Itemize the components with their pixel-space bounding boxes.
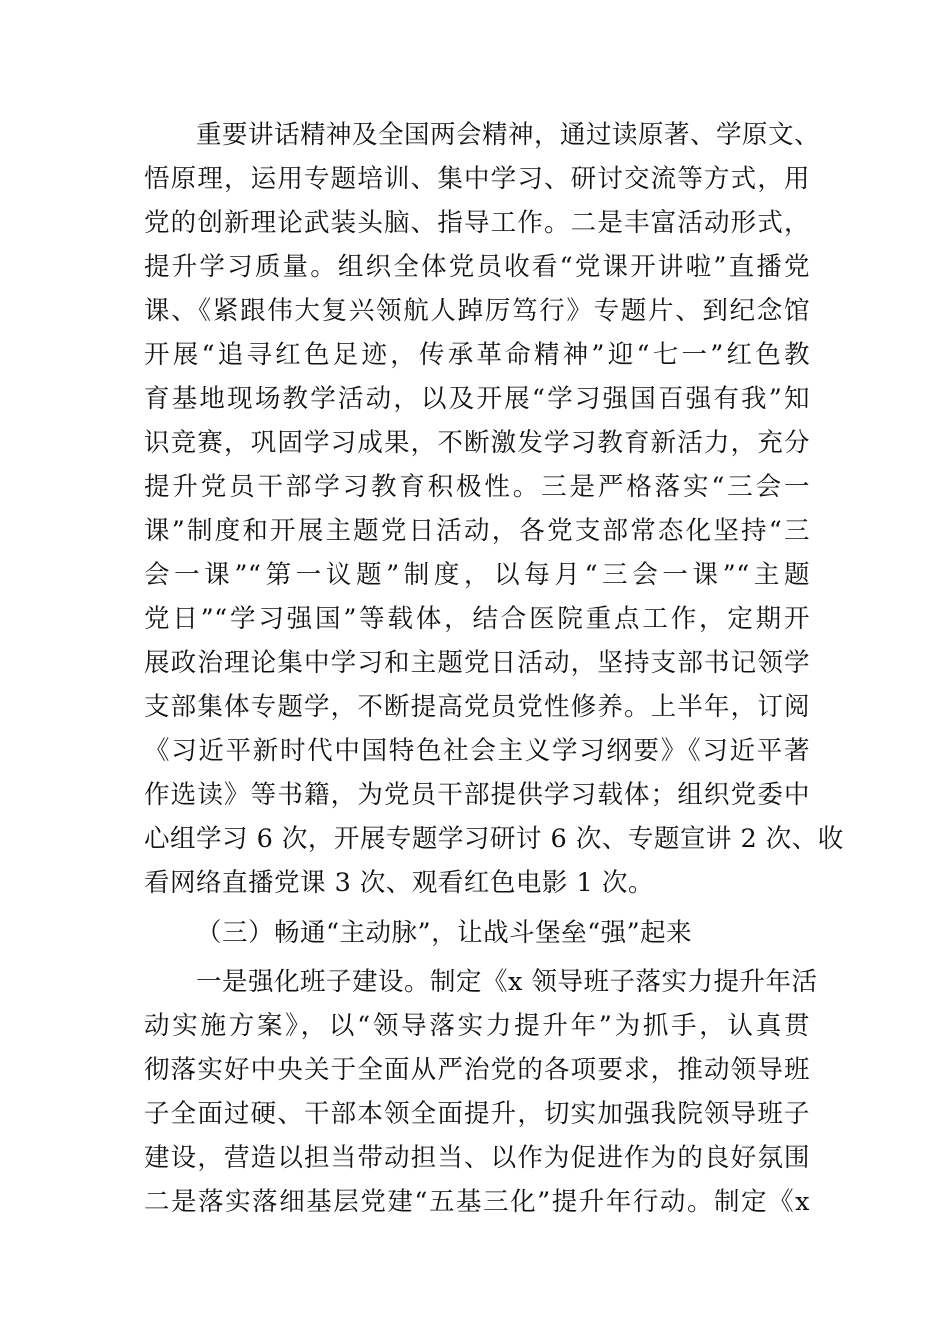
paragraph-line: 二是落实落细基层党建“五基三化”提升年行动。制定《x [144, 1187, 810, 1217]
paragraph-line: 子全面过硬、干部本领全面提升，切实加强我院领导班子 [144, 1099, 810, 1129]
paragraph-line: 悟原理，运用专题培训、集中学习、研讨交流等方式，用 [144, 164, 810, 194]
paragraph-line: 作选读》等书籍，为党员干部提供学习载体；组织党委中 [144, 780, 810, 810]
paragraph-line: 心组学习 6 次，开展专题学习研讨 6 次、专题宣讲 2 次、收 [144, 824, 844, 854]
paragraph-line: 《习近平新时代中国特色社会主义学习纲要》《习近平著 [144, 736, 810, 766]
paragraph-line: 课、《紧跟伟大复兴领航人踔厉笃行》专题片、到纪念馆 [144, 296, 810, 326]
paragraph-line: 提升学习质量。组织全体党员收看“党课开讲啦”直播党 [144, 252, 810, 282]
paragraph-line: 一是强化班子建设。制定《x 领导班子落实力提升年活 [196, 967, 818, 997]
paragraph-line: 动实施方案》，以“领导落实力提升年”为抓手，认真贯 [144, 1011, 810, 1041]
paragraph-line: 会一课”“第一议题”制度，以每月“三会一课”“主题 [144, 560, 810, 590]
paragraph-line: 开展“追寻红色足迹，传承革命精神”迎“七一”红色教 [144, 340, 810, 370]
paragraph-line: 建设，营造以担当带动担当、以作为促进作为的良好氛围 [144, 1143, 810, 1173]
paragraph-line: 识竞赛，巩固学习成果，不断激发学习教育新活力，充分 [144, 428, 810, 458]
section-heading: （三）畅通“主动脉”，让战斗堡垒“强”起来 [196, 918, 693, 948]
paragraph-line: 重要讲话精神及全国两会精神，通过读原著、学原文、 [196, 120, 821, 150]
paragraph-line: 党日”“学习强国”等载体，结合医院重点工作，定期开 [144, 604, 810, 634]
paragraph-line-last: 看网络直播党课 3 次、观看红色电影 1 次。 [144, 868, 654, 898]
paragraph-line: 育基地现场教学活动，以及开展“学习强国百强有我”知 [144, 384, 810, 414]
paragraph-line: 支部集体专题学，不断提高党员党性修养。上半年，订阅 [144, 692, 810, 722]
paragraph-line: 彻落实好中央关于全面从严治党的各项要求，推动领导班 [144, 1055, 810, 1085]
paragraph-line: 党的创新理论武装头脑、指导工作。二是丰富活动形式， [144, 208, 810, 238]
paragraph-line: 展政治理论集中学习和主题党日活动，坚持支部书记领学 [144, 648, 810, 678]
paragraph-line: 提升党员干部学习教育积极性。三是严格落实“三会一 [144, 472, 810, 502]
paragraph-line: 课”制度和开展主题党日活动，各党支部常态化坚持“三 [144, 516, 810, 546]
